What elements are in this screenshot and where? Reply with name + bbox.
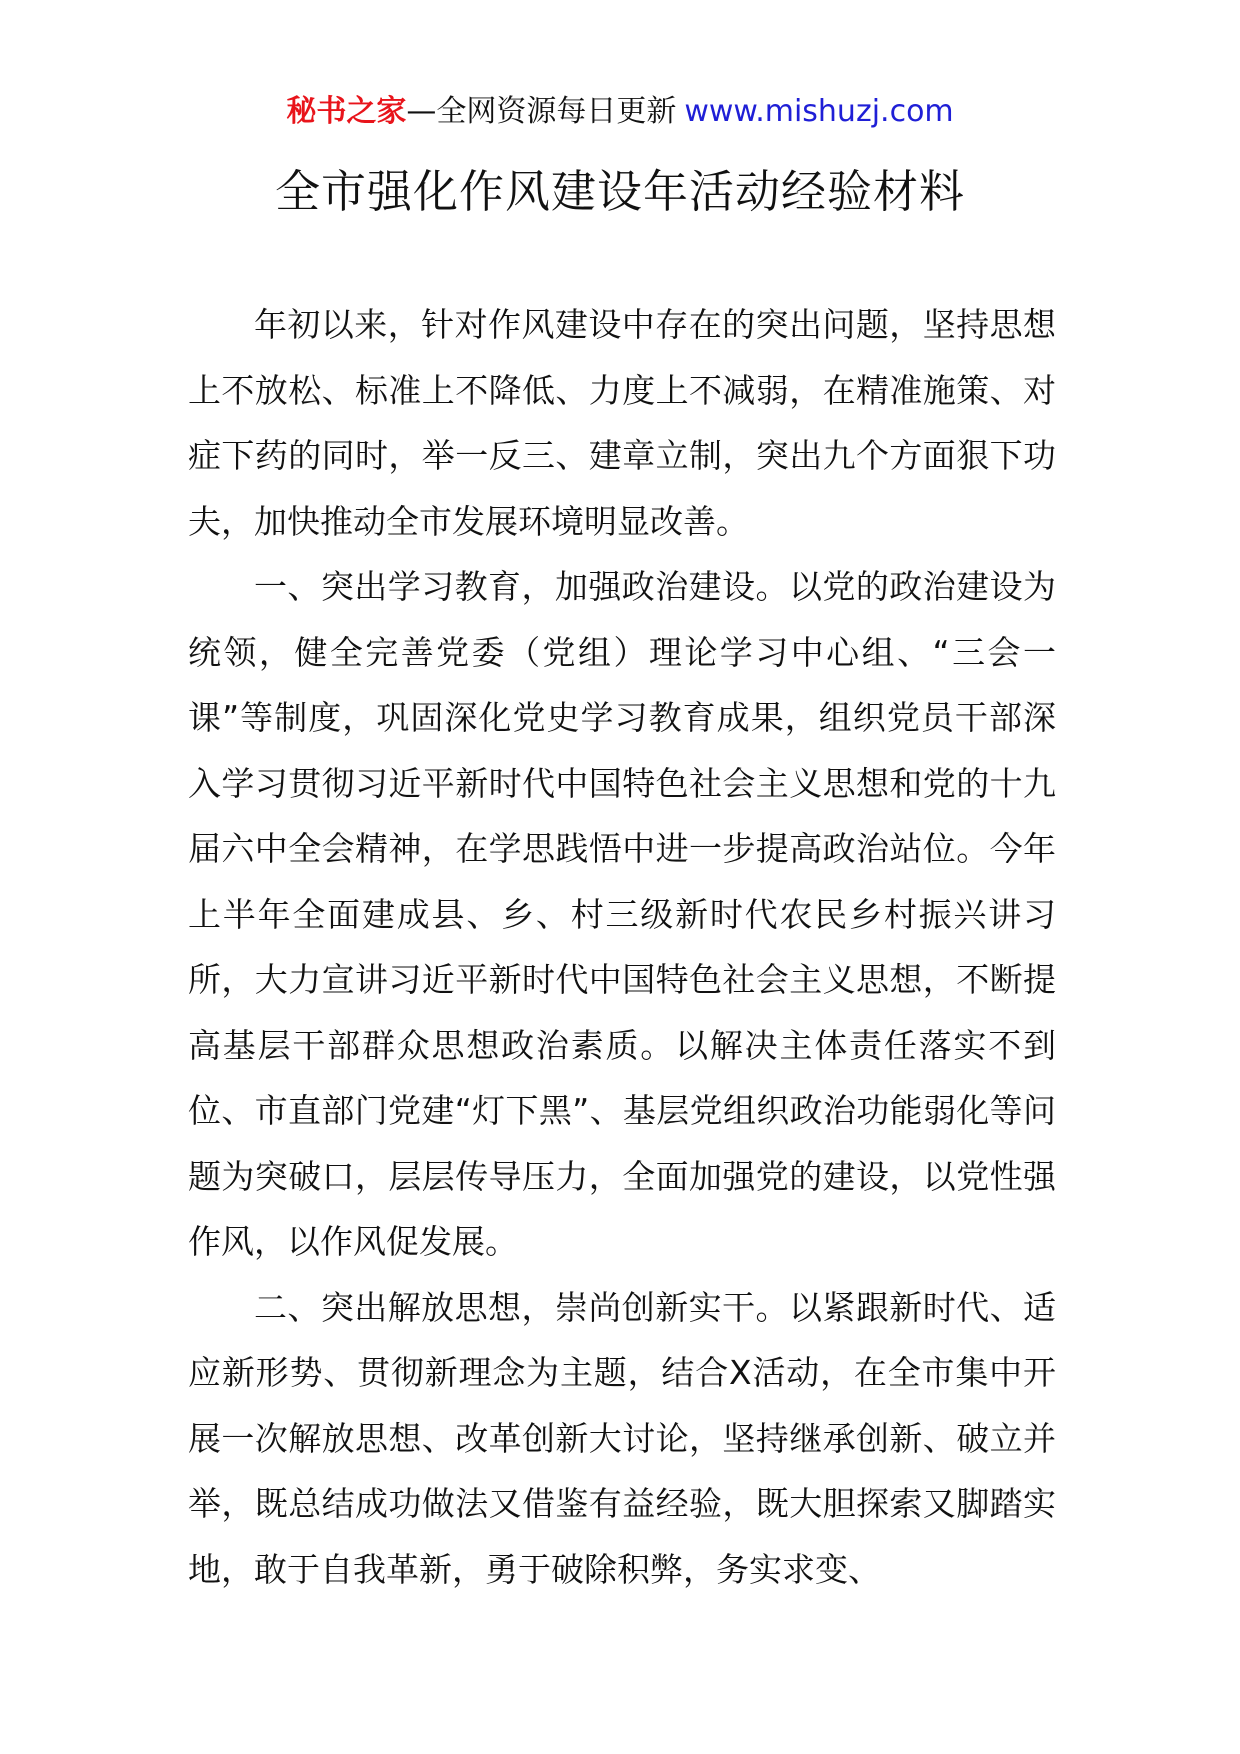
paragraph-text: 年初以来，针对作风建设中存在的突出问题，坚持思想上不放松、标准上不降低、力度上不减弱，在精准施策、对症下药的同时，举一反三、建章立制，突出九个方面狠下功夫，加快推动全市发展环境明显改善。 [188,305,1056,541]
paragraph-intro [188,292,1056,554]
paragraph-heading: 二、突出解放思想，崇尚创新实干。 [254,1287,789,1327]
paragraph-heading: 一、突出学习教育，加强政治建设。 [254,567,789,606]
paragraph-text: 以党的政治建设为统领，健全完善党委（党组）理论学习中心组、“三会一课”等制度，巩固深化党史学习教育成果，组织党员干部深入学习贯彻习近平新时代中国特色社会主义思想和党的十九届六中全会精神，在学思践悟中进一步提高政治站位。今年上半年全面建成县、乡、村三级新时代农民乡村振兴讲习所，大力宣讲习近平新时代中国特色社会主义思想，不断提高基层干部群众思想政治素质。以解决主体责任落实不到位、市直部门党建“灯下黑”、基层党组织政治功能弱化等问题为突破口，层层传导压力，全面加强党的建设，以党性强作风，以作风促发展。 [188,567,1057,1261]
document-body [188,292,1056,1602]
site-url-link[interactable]: www.mishuzj.com [684,94,954,129]
paragraph-section-2 [188,1275,1056,1603]
site-tagline: —全网资源每日更新 [406,94,677,129]
paragraph-section-1 [188,554,1056,1275]
site-brand: 秘书之家 [286,94,407,129]
site-header [0,92,1240,132]
paragraph-text: 以紧跟新时代、适应新形势、贯彻新理念为主题，结合X活动，在全市集中开展一次解放思想、改革创新大讨论，坚持继承创新、破立并举，既总结成功做法又借鉴有益经验，既大胆探索又脚踏实地，敢于自我革新，勇于破除积弊，务实求变、 [188,1287,1057,1589]
document-title: 全市强化作风建设年活动经验材料 [274,165,965,218]
